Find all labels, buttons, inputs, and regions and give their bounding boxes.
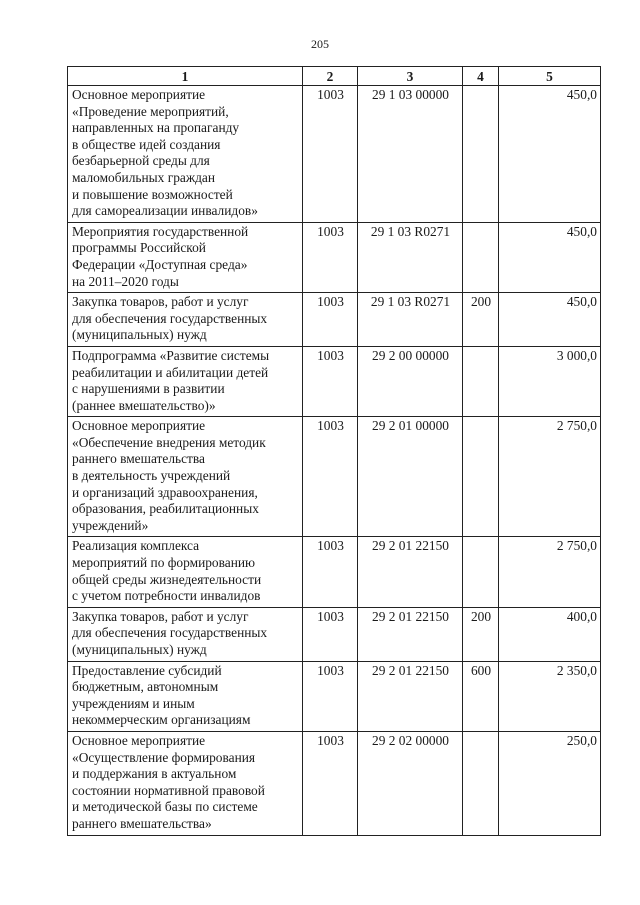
table-row <box>68 293 601 347</box>
row-expense-type <box>463 222 499 292</box>
table-header <box>68 67 601 86</box>
row-target-code: 29 2 02 00000 <box>358 731 463 835</box>
row-amount: 2 750,0 <box>499 417 601 537</box>
row-section-code: 1003 <box>303 293 358 347</box>
budget-table <box>67 66 601 836</box>
row-amount: 450,0 <box>499 293 601 347</box>
row-target-code: 29 2 01 22150 <box>358 607 463 661</box>
row-amount: 2 350,0 <box>499 661 601 731</box>
table-row <box>68 86 601 223</box>
column-header-1: 1 <box>68 67 303 86</box>
row-expense-type <box>463 86 499 223</box>
column-header-2: 2 <box>303 67 358 86</box>
column-header-3: 3 <box>358 67 463 86</box>
row-section-code: 1003 <box>303 661 358 731</box>
row-section-code: 1003 <box>303 222 358 292</box>
row-expense-type: 200 <box>463 607 499 661</box>
table-row <box>68 222 601 292</box>
row-name: Основное мероприятие «Осуществление формирования и поддержания в актуальном состоянии нормативной правовой и методической базы по системе раннего вмешательства» <box>68 731 303 835</box>
row-target-code: 29 2 01 22150 <box>358 537 463 607</box>
row-amount: 400,0 <box>499 607 601 661</box>
row-amount: 450,0 <box>499 222 601 292</box>
row-expense-type: 200 <box>463 293 499 347</box>
table-row <box>68 661 601 731</box>
row-expense-type <box>463 537 499 607</box>
column-header-5: 5 <box>499 67 601 86</box>
row-expense-type <box>463 417 499 537</box>
row-name: Подпрограмма «Развитие системы реабилитации и абилитации детей с нарушениями в развитии (раннее вмешательство)» <box>68 346 303 416</box>
row-section-code: 1003 <box>303 417 358 537</box>
row-amount: 2 750,0 <box>499 537 601 607</box>
row-name: Предоставление субсидий бюджетным, автономным учреждениям и иным некоммерческим организациям <box>68 661 303 731</box>
row-section-code: 1003 <box>303 537 358 607</box>
row-amount: 3 000,0 <box>499 346 601 416</box>
row-name: Закупка товаров, работ и услуг для обеспечения государственных (муниципальных) нужд <box>68 293 303 347</box>
table-row <box>68 731 601 835</box>
row-amount: 250,0 <box>499 731 601 835</box>
row-target-code: 29 2 00 00000 <box>358 346 463 416</box>
table-row <box>68 537 601 607</box>
row-name: Мероприятия государственной программы Российской Федерации «Доступная среда» на 2011–2020 годы <box>68 222 303 292</box>
page-number: 205 <box>311 37 329 51</box>
table-row <box>68 417 601 537</box>
row-target-code: 29 1 03 R0271 <box>358 222 463 292</box>
row-target-code: 29 1 03 R0271 <box>358 293 463 347</box>
row-target-code: 29 1 03 00000 <box>358 86 463 223</box>
row-name: Реализация комплекса мероприятий по формированию общей среды жизнедеятельности с учетом потребности инвалидов <box>68 537 303 607</box>
row-name: Основное мероприятие «Обеспечение внедрения методик раннего вмешательства в деятельность учреждений и организаций здравоохранения, образования, реабилитационных учреждений» <box>68 417 303 537</box>
row-target-code: 29 2 01 00000 <box>358 417 463 537</box>
row-section-code: 1003 <box>303 346 358 416</box>
row-name: Основное мероприятие «Проведение мероприятий, направленных на пропаганду в обществе идей создания безбарьерной среды для маломобильных граждан и повышение возможностей для самореализации инвалидов» <box>68 86 303 223</box>
row-section-code: 1003 <box>303 86 358 223</box>
table-row <box>68 346 601 416</box>
row-section-code: 1003 <box>303 731 358 835</box>
header-row <box>68 67 601 86</box>
row-name: Закупка товаров, работ и услуг для обеспечения государственных (муниципальных) нужд <box>68 607 303 661</box>
table-row <box>68 607 601 661</box>
row-section-code: 1003 <box>303 607 358 661</box>
table-body <box>68 86 601 836</box>
row-amount: 450,0 <box>499 86 601 223</box>
row-expense-type <box>463 731 499 835</box>
column-header-4: 4 <box>463 67 499 86</box>
row-expense-type: 600 <box>463 661 499 731</box>
row-target-code: 29 2 01 22150 <box>358 661 463 731</box>
row-expense-type <box>463 346 499 416</box>
